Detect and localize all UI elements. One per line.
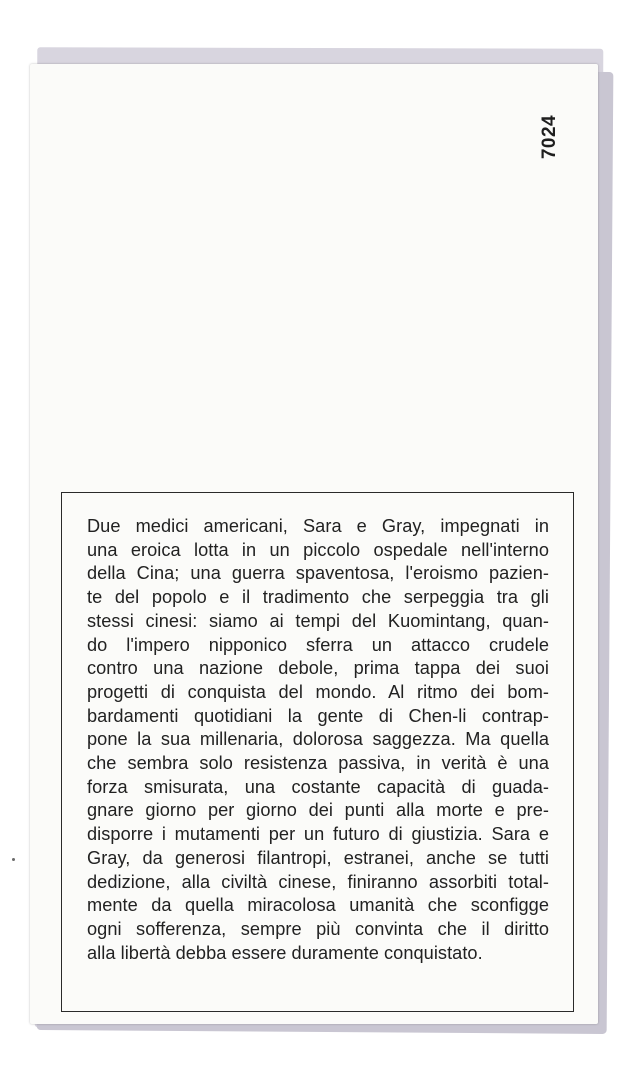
blurb-line: della Cina; una guerra spaventosa, l'eroismo pazien-	[87, 563, 549, 584]
blurb-line: una eroica lotta in un piccolo ospedale nell'interno	[87, 539, 549, 560]
blurb-line: bardamenti quotidiani la gente di Chen-li contrap-	[87, 705, 549, 726]
blurb-line: forza smisurata, una costante capacità di guada-	[87, 776, 549, 797]
blurb-line: stessi cinesi: siamo ai tempi del Kuomintang, quan-	[87, 610, 549, 631]
blurb-line: Gray, da generosi filantropi, estranei, anche se tutti	[87, 847, 549, 868]
blurb-line: ogni sofferenza, sempre più convinta che il diritto	[87, 918, 549, 939]
blurb-line: gnare giorno per giorno dei punti alla morte e pre-	[87, 800, 549, 821]
blurb-line: disporre i mutamenti per un futuro di giustizia. Sara e	[87, 824, 549, 845]
blurb-line: te del popolo e il tradimento che serpeggia tra gli	[87, 587, 549, 608]
catalog-number: 7024	[539, 114, 560, 160]
blurb-frame	[61, 492, 574, 1012]
blurb-line: Due medici americani, Sara e Gray, impegnati in	[87, 516, 549, 536]
blurb-text	[87, 515, 549, 965]
blurb-line: mente da quella miracolosa umanità che sconfigge	[87, 895, 549, 916]
blurb-line: progetti di conquista del mondo. Al ritmo dei bom-	[87, 681, 549, 702]
blurb-line: dedizione, alla civiltà cinese, finiranno assorbiti total-	[87, 871, 549, 892]
blurb-line: contro una nazione debole, prima tappa dei suoi	[87, 658, 549, 679]
blurb-line: do l'impero nipponico sferra un attacco crudele	[87, 634, 549, 655]
blurb-line: alla libertà debba essere duramente conquistato.	[87, 942, 483, 963]
dust-speck	[12, 858, 15, 861]
blurb-line: pone la sua millenaria, dolorosa saggezza. Ma quella	[87, 729, 549, 750]
blurb-line: che sembra solo resistenza passiva, in verità è una	[87, 753, 549, 774]
